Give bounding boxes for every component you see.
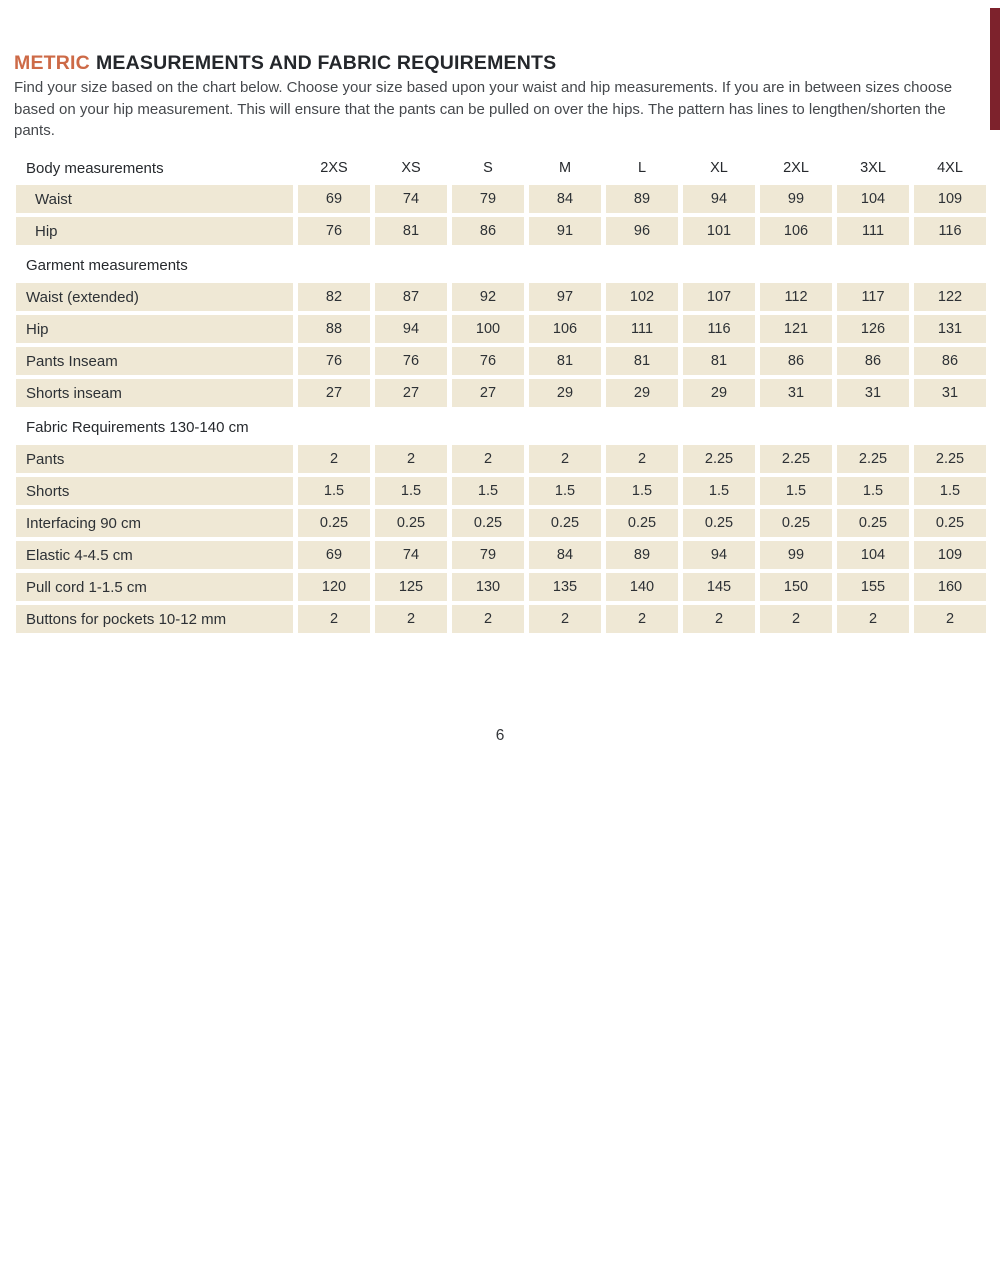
value-cell: 99 bbox=[760, 185, 832, 213]
value-cell: 94 bbox=[683, 541, 755, 569]
value-cell: 101 bbox=[683, 217, 755, 245]
row-label: Shorts bbox=[16, 477, 293, 505]
value-cell: 121 bbox=[760, 315, 832, 343]
section-header-row bbox=[16, 416, 986, 438]
value-cell: 84 bbox=[529, 185, 601, 213]
value-cell: 2 bbox=[298, 445, 370, 473]
value-cell: 88 bbox=[298, 315, 370, 343]
value-cell: 125 bbox=[375, 573, 447, 601]
value-cell: 104 bbox=[837, 185, 909, 213]
page-number: 6 bbox=[495, 727, 505, 744]
value-cell: 130 bbox=[452, 573, 524, 601]
bookmark-ribbon bbox=[990, 8, 1000, 130]
page-title bbox=[14, 52, 556, 75]
table-row bbox=[16, 283, 986, 311]
row-label: Waist (extended) bbox=[16, 283, 293, 311]
value-cell: 102 bbox=[606, 283, 678, 311]
value-cell: 116 bbox=[914, 217, 986, 245]
value-cell: 86 bbox=[914, 347, 986, 375]
value-cell: 2 bbox=[837, 605, 909, 633]
row-label: Interfacing 90 cm bbox=[16, 509, 293, 537]
value-cell: 87 bbox=[375, 283, 447, 311]
row-label: Pants bbox=[16, 445, 293, 473]
value-cell: 91 bbox=[529, 217, 601, 245]
table-row bbox=[16, 445, 986, 473]
value-cell: 2.25 bbox=[760, 445, 832, 473]
value-cell: 76 bbox=[452, 347, 524, 375]
value-cell: 1.5 bbox=[298, 477, 370, 505]
value-cell: 94 bbox=[375, 315, 447, 343]
value-cell: 29 bbox=[683, 379, 755, 407]
value-cell: 31 bbox=[760, 379, 832, 407]
size-column-header: 2XL bbox=[783, 160, 809, 176]
value-cell: 0.25 bbox=[375, 509, 447, 537]
value-cell: 104 bbox=[837, 541, 909, 569]
value-cell: 69 bbox=[298, 185, 370, 213]
value-cell: 31 bbox=[837, 379, 909, 407]
value-cell: 69 bbox=[298, 541, 370, 569]
row-label: Hip bbox=[16, 217, 293, 245]
value-cell: 27 bbox=[375, 379, 447, 407]
value-cell: 29 bbox=[606, 379, 678, 407]
row-label: Shorts inseam bbox=[16, 379, 293, 407]
table-row bbox=[16, 379, 986, 407]
size-column-header: L bbox=[637, 160, 647, 176]
value-cell: 97 bbox=[529, 283, 601, 311]
value-cell: 89 bbox=[606, 541, 678, 569]
value-cell: 0.25 bbox=[529, 509, 601, 537]
row-label: Pull cord 1-1.5 cm bbox=[16, 573, 293, 601]
value-cell: 82 bbox=[298, 283, 370, 311]
value-cell: 155 bbox=[837, 573, 909, 601]
value-cell: 111 bbox=[837, 217, 909, 245]
value-cell: 27 bbox=[298, 379, 370, 407]
row-label: Buttons for pockets 10-12 mm bbox=[16, 605, 293, 633]
value-cell: 1.5 bbox=[837, 477, 909, 505]
value-cell: 0.25 bbox=[760, 509, 832, 537]
value-cell: 2 bbox=[683, 605, 755, 633]
value-cell: 29 bbox=[529, 379, 601, 407]
value-cell: 81 bbox=[606, 347, 678, 375]
table-row bbox=[16, 217, 986, 245]
value-cell: 0.25 bbox=[452, 509, 524, 537]
value-cell: 2 bbox=[606, 605, 678, 633]
value-cell: 79 bbox=[452, 185, 524, 213]
value-cell: 2 bbox=[375, 445, 447, 473]
value-cell: 1.5 bbox=[452, 477, 524, 505]
value-cell: 0.25 bbox=[606, 509, 678, 537]
value-cell: 81 bbox=[529, 347, 601, 375]
table-row bbox=[16, 509, 986, 537]
value-cell: 0.25 bbox=[298, 509, 370, 537]
value-cell: 2 bbox=[529, 445, 601, 473]
section-header-row bbox=[16, 154, 986, 182]
value-cell: 1.5 bbox=[375, 477, 447, 505]
size-column-header: M bbox=[558, 160, 572, 176]
size-column-header: XS bbox=[401, 160, 421, 176]
section-header-label: Fabric Requirements 130-140 cm bbox=[26, 418, 249, 436]
table-row bbox=[16, 605, 986, 633]
row-label: Elastic 4-4.5 cm bbox=[16, 541, 293, 569]
value-cell: 0.25 bbox=[683, 509, 755, 537]
value-cell: 74 bbox=[375, 185, 447, 213]
section-header-label: Garment measurements bbox=[26, 256, 188, 274]
value-cell: 120 bbox=[298, 573, 370, 601]
value-cell: 1.5 bbox=[529, 477, 601, 505]
row-label: Hip bbox=[16, 315, 293, 343]
value-cell: 94 bbox=[683, 185, 755, 213]
value-cell: 111 bbox=[606, 315, 678, 343]
row-label: Pants Inseam bbox=[16, 347, 293, 375]
size-column-header: 4XL bbox=[937, 160, 963, 176]
value-cell: 2 bbox=[914, 605, 986, 633]
value-cell: 84 bbox=[529, 541, 601, 569]
value-cell: 2 bbox=[529, 605, 601, 633]
value-cell: 27 bbox=[452, 379, 524, 407]
value-cell: 86 bbox=[452, 217, 524, 245]
value-cell: 1.5 bbox=[683, 477, 755, 505]
value-cell: 106 bbox=[760, 217, 832, 245]
value-cell: 99 bbox=[760, 541, 832, 569]
value-cell: 107 bbox=[683, 283, 755, 311]
value-cell: 74 bbox=[375, 541, 447, 569]
table-row bbox=[16, 315, 986, 343]
value-cell: 135 bbox=[529, 573, 601, 601]
table-row bbox=[16, 347, 986, 375]
value-cell: 1.5 bbox=[606, 477, 678, 505]
value-cell: 122 bbox=[914, 283, 986, 311]
table-row bbox=[16, 541, 986, 569]
section-header-label: Body measurements bbox=[26, 159, 164, 177]
section-header-row bbox=[16, 254, 986, 276]
size-column-header: 2XS bbox=[320, 160, 348, 176]
value-cell: 131 bbox=[914, 315, 986, 343]
intro-paragraph: Find your size based on the chart below. Choose your size based upon your waist and hip measurements. If you are in between sizes choose based on your hip measurement. This will ensure that the pants can be pulled on over the hips. The pattern has lines to lengthen/shorten the pants. bbox=[14, 79, 953, 139]
value-cell: 96 bbox=[606, 217, 678, 245]
value-cell: 31 bbox=[914, 379, 986, 407]
size-column-header: S bbox=[483, 160, 493, 176]
value-cell: 140 bbox=[606, 573, 678, 601]
table-row bbox=[16, 185, 986, 213]
value-cell: 2.25 bbox=[837, 445, 909, 473]
page-title-accent: METRIC bbox=[14, 52, 90, 74]
value-cell: 76 bbox=[298, 347, 370, 375]
value-cell: 86 bbox=[837, 347, 909, 375]
value-cell: 106 bbox=[529, 315, 601, 343]
value-cell: 2 bbox=[375, 605, 447, 633]
value-cell: 1.5 bbox=[760, 477, 832, 505]
value-cell: 145 bbox=[683, 573, 755, 601]
value-cell: 109 bbox=[914, 541, 986, 569]
value-cell: 112 bbox=[760, 283, 832, 311]
table-row bbox=[16, 477, 986, 505]
value-cell: 100 bbox=[452, 315, 524, 343]
value-cell: 2 bbox=[452, 445, 524, 473]
value-cell: 2.25 bbox=[914, 445, 986, 473]
value-cell: 92 bbox=[452, 283, 524, 311]
value-cell: 81 bbox=[683, 347, 755, 375]
size-column-header: 3XL bbox=[860, 160, 886, 176]
value-cell: 1.5 bbox=[914, 477, 986, 505]
value-cell: 2 bbox=[298, 605, 370, 633]
value-cell: 160 bbox=[914, 573, 986, 601]
value-cell: 2 bbox=[760, 605, 832, 633]
value-cell: 117 bbox=[837, 283, 909, 311]
row-label: Waist bbox=[16, 185, 293, 213]
table-row bbox=[16, 573, 986, 601]
size-column-header: XL bbox=[710, 160, 728, 176]
size-table bbox=[16, 152, 986, 637]
value-cell: 2 bbox=[606, 445, 678, 473]
value-cell: 76 bbox=[375, 347, 447, 375]
value-cell: 89 bbox=[606, 185, 678, 213]
value-cell: 0.25 bbox=[837, 509, 909, 537]
value-cell: 126 bbox=[837, 315, 909, 343]
value-cell: 2.25 bbox=[683, 445, 755, 473]
value-cell: 116 bbox=[683, 315, 755, 343]
value-cell: 76 bbox=[298, 217, 370, 245]
value-cell: 109 bbox=[914, 185, 986, 213]
page-title-text: MEASUREMENTS AND FABRIC REQUIREMENTS bbox=[95, 52, 557, 74]
value-cell: 150 bbox=[760, 573, 832, 601]
value-cell: 86 bbox=[760, 347, 832, 375]
value-cell: 81 bbox=[375, 217, 447, 245]
value-cell: 79 bbox=[452, 541, 524, 569]
value-cell: 0.25 bbox=[914, 509, 986, 537]
value-cell: 2 bbox=[452, 605, 524, 633]
